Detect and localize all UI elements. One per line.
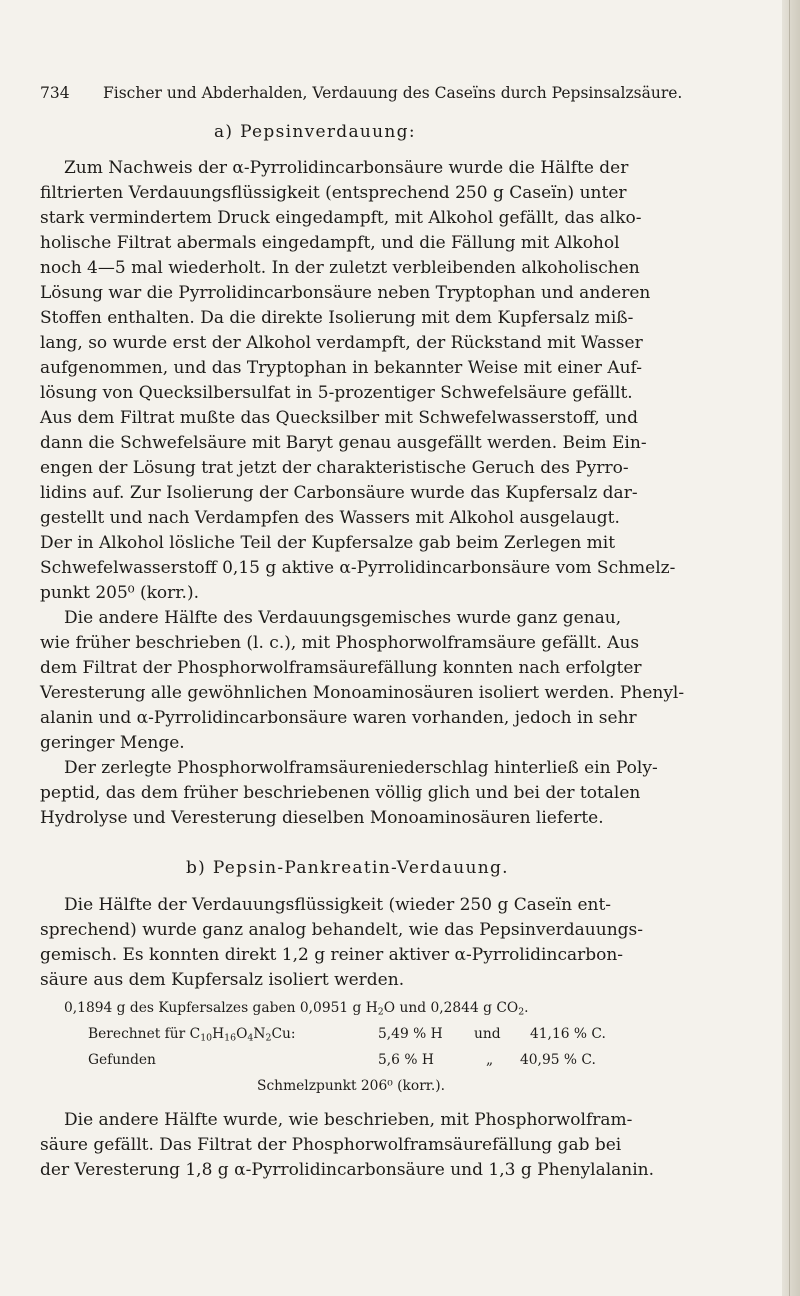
text-line: noch 4—5 mal wiederholt. In der zuletzt verbleibenden alkoholischen xyxy=(40,258,640,278)
text-line: lidins auf. Zur Isolierung der Carbonsäure wurde das Kupfersalz dar- xyxy=(40,483,638,503)
analysis-measurement-line: 0,1894 g des Kupfersalzes gaben 0,0951 g $H_2O$ und 0,2844 g $CO_2$. xyxy=(64,1000,529,1018)
page-edge-shadow xyxy=(782,0,800,1296)
text-line: Die Hälfte der Verdauungsflüssigkeit (wieder 250 g Caseïn ent- xyxy=(64,895,612,915)
text-line: Die andere Hälfte wurde, wie beschrieben, mit Phosphorwolfram- xyxy=(64,1110,633,1130)
analysis-calculated-c: 41,16 % C. xyxy=(530,1026,606,1042)
analysis-found-quote: „ xyxy=(486,1052,494,1068)
text-line: Aus dem Filtrat mußte das Quecksilber mit Schwefelwasserstoff, und xyxy=(40,408,639,428)
text-line: der Veresterung 1,8 g α-Pyrrolidincarbonsäure und 1,3 g Phenylalanin. xyxy=(40,1160,655,1180)
analysis-calculated-und: und xyxy=(474,1026,501,1042)
text-line: peptid, das dem früher beschriebenen völlig glich und bei der totalen xyxy=(40,783,641,803)
text-line: Lösung war die Pyrrolidincarbonsäure neben Tryptophan und anderen xyxy=(40,283,651,303)
text-line: Schwefelwasserstoff 0,15 g aktive α-Pyrrolidincarbonsäure vom Schmelz- xyxy=(40,558,676,578)
text-line: säure gefällt. Das Filtrat der Phosphorwolframsäurefällung gab bei xyxy=(40,1135,622,1155)
running-title: Fischer und Abderhalden, Verdauung des Caseïns durch Pepsinsalzsäure. xyxy=(103,84,683,102)
text-line: dann die Schwefelsäure mit Baryt genau ausgefällt werden. Beim Ein- xyxy=(40,433,647,453)
text-line: lang, so wurde erst der Alkohol verdampft, der Rückstand mit Wasser xyxy=(40,333,643,353)
analysis-calculated-label: Berechnet für $C_{10}H_{16}O_4N_2Cu$: xyxy=(88,1026,296,1044)
analysis-found-h: 5,6 % H xyxy=(378,1052,434,1068)
text-line: alanin und α-Pyrrolidincarbonsäure waren vorhanden, jedoch in sehr xyxy=(40,708,637,728)
text-line: stark vermindertem Druck eingedampft, mit Alkohol gefällt, das alko- xyxy=(40,208,642,228)
page-number: 734 xyxy=(40,84,70,102)
text-line: Hydrolyse und Veresterung dieselben Monoaminosäuren lieferte. xyxy=(40,808,604,828)
text-line: engen der Lösung trat jetzt der charakteristische Geruch des Pyrro- xyxy=(40,458,629,478)
text-line: geringer Menge. xyxy=(40,733,185,753)
text-line: Stoffen enthalten. Da die direkte Isolierung mit dem Kupfersalz miß- xyxy=(40,308,634,328)
analysis-melting-point: Schmelzpunkt 206⁰ (korr.). xyxy=(257,1078,446,1094)
text-line: gemisch. Es konnten direkt 1,2 g reiner aktiver α-Pyrrolidincarbon- xyxy=(40,945,624,965)
text-line: wie früher beschrieben (l. c.), mit Phosphorwolframsäure gefällt. Aus xyxy=(40,633,640,653)
text-line: lösung von Quecksilbersulfat in 5-prozentiger Schwefelsäure gefällt. xyxy=(40,383,633,403)
section-heading-a: a) Pepsinverdauung: xyxy=(214,122,416,142)
text-line: Zum Nachweis der α-Pyrrolidincarbonsäure wurde die Hälfte der xyxy=(64,158,629,178)
text-line: dem Filtrat der Phosphorwolframsäurefällung konnten nach erfolgter xyxy=(40,658,642,678)
page-edge-line xyxy=(789,0,790,1296)
text-line: holische Filtrat abermals eingedampft, und die Fällung mit Alkohol xyxy=(40,233,620,253)
analysis-found-label: Gefunden xyxy=(88,1052,156,1068)
text-line: Die andere Hälfte des Verdauungsgemisches wurde ganz genau, xyxy=(64,608,622,628)
text-line: punkt 205⁰ (korr.). xyxy=(40,583,199,603)
analysis-found-c: 40,95 % C. xyxy=(520,1052,596,1068)
analysis-calculated-h: 5,49 % H xyxy=(378,1026,443,1042)
text-line: sprechend) wurde ganz analog behandelt, wie das Pepsinverdauungs- xyxy=(40,920,643,940)
text-line: säure aus dem Kupfersalz isoliert werden. xyxy=(40,970,405,990)
text-line: Der zerlegte Phosphorwolframsäureniederschlag hinterließ ein Poly- xyxy=(64,758,658,778)
text-line: Der in Alkohol lösliche Teil der Kupfersalze gab beim Zerlegen mit xyxy=(40,533,616,553)
text-line: filtrierten Verdauungsflüssigkeit (entsprechend 250 g Caseïn) unter xyxy=(40,183,627,203)
text-line: aufgenommen, und das Tryptophan in bekannter Weise mit einer Auf- xyxy=(40,358,642,378)
section-heading-b: b) Pepsin-Pankreatin-Verdauung. xyxy=(186,858,509,878)
text-line: Veresterung alle gewöhnlichen Monoaminosäuren isoliert werden. Phenyl- xyxy=(40,683,685,703)
text-line: gestellt und nach Verdampfen des Wassers mit Alkohol ausgelaugt. xyxy=(40,508,620,528)
